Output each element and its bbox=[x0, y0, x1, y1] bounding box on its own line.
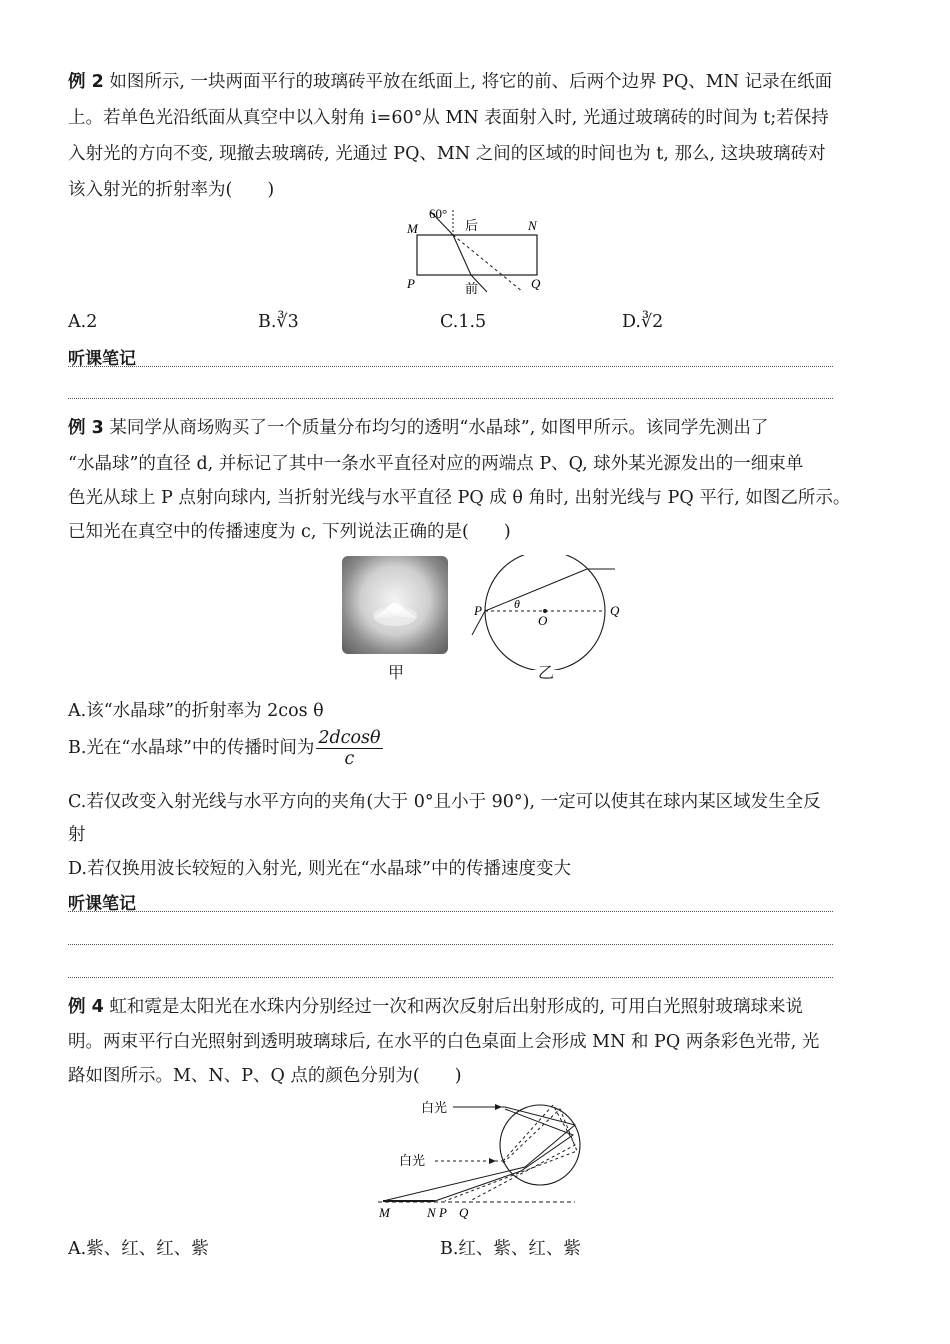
ex2-option-a[interactable]: A.2 bbox=[68, 312, 98, 332]
ex3-text1: 某同学从商场购买了一个质量分布均匀的透明“水晶球”, 如图甲所示。该同学先测出了 bbox=[109, 418, 769, 438]
arrow-2 bbox=[489, 1158, 496, 1164]
ex2-option-b[interactable]: B.∛3 bbox=[258, 312, 299, 332]
fig4-N: N bbox=[427, 1205, 436, 1220]
ex2-line2: 上。若单色光沿纸面从真空中以入射角 i=60°从 MN 表面射入时, 光通过玻璃砖的时间为 t;若保持 bbox=[68, 108, 829, 128]
ex4-figure bbox=[375, 1095, 590, 1225]
fig2-P: P bbox=[407, 276, 415, 291]
glass-ball bbox=[500, 1105, 580, 1185]
ex4-tag: 例 4 bbox=[68, 997, 104, 1017]
ex4-line3: 路如图所示。M、N、P、Q 点的颜色分别为( ) bbox=[68, 1066, 462, 1086]
ex2-text1: 如图所示, 一块两面平行的玻璃砖平放在纸面上, 将它的前、后两个边界 PQ、MN 记录在纸面 bbox=[109, 72, 833, 92]
ex3-line4: 已知光在真空中的传播速度为 c, 下列说法正确的是( ) bbox=[68, 522, 511, 542]
ex3-option-c-line1[interactable]: C.若仅改变入射光线与水平方向的夹角(大于 0°且小于 90°), 一定可以使其在球内某区域发生全反 bbox=[68, 792, 821, 812]
crystal-ball-photo bbox=[342, 556, 448, 654]
fig3-O: O bbox=[538, 613, 548, 628]
ex3-tag: 例 3 bbox=[68, 418, 104, 438]
arrow-1 bbox=[495, 1104, 502, 1110]
ex2-line1 bbox=[68, 68, 832, 93]
ex3-option-c-line2[interactable]: 射 bbox=[68, 825, 86, 845]
ex3-line2: “水晶球”的直径 d, 并标记了其中一条水平直径对应的两端点 P、Q, 球外某光源发出的一细束单 bbox=[68, 454, 804, 474]
ex3-fraction bbox=[316, 728, 382, 769]
fig4-P: P bbox=[439, 1205, 447, 1220]
fig3-theta: θ bbox=[514, 597, 520, 611]
notes-title-1: 听课笔记 bbox=[68, 349, 136, 369]
fig4-white1: 白光 bbox=[421, 1100, 448, 1115]
note-line[interactable] bbox=[68, 977, 833, 978]
note-line[interactable] bbox=[68, 366, 833, 367]
ex3-option-d[interactable]: D.若仅换用波长较短的入射光, 则光在“水晶球”中的传播速度变大 bbox=[68, 859, 571, 879]
secondary-ray-dashed bbox=[470, 1105, 575, 1201]
note-line[interactable] bbox=[68, 398, 833, 399]
fraction-denominator: c bbox=[344, 749, 355, 769]
notes-title-2: 听课笔记 bbox=[68, 894, 136, 914]
fig2-back: 后 bbox=[465, 218, 479, 233]
ex3-figure bbox=[470, 555, 620, 670]
note-line[interactable] bbox=[68, 944, 833, 945]
fraction-numerator: 2dcosθ bbox=[318, 728, 381, 748]
ex4-line1 bbox=[68, 993, 803, 1018]
ex4-option-a[interactable]: A.紫、红、红、紫 bbox=[68, 1239, 209, 1259]
ex2-tag: 例 2 bbox=[68, 72, 104, 92]
ex4-text1: 虹和霓是太阳光在水珠内分别经过一次和两次反射后出射形成的, 可用白光照射玻璃球来说 bbox=[109, 997, 803, 1017]
fig2-angle: 60° bbox=[429, 206, 448, 221]
fig3-Q: Q bbox=[610, 603, 620, 618]
ex3-line3: 色光从球上 P 点射向球内, 当折射光线与水平直径 PQ 成 θ 角时, 出射光线与 PQ 平行, 如图乙所示。 bbox=[68, 488, 851, 508]
dashed-ray bbox=[453, 235, 523, 292]
fig4-M: M bbox=[379, 1205, 390, 1220]
fig2-Q: Q bbox=[531, 276, 541, 291]
ex4-line2: 明。两束平行白光照射到透明玻璃球后, 在水平的白色桌面上会形成 MN 和 PQ 两条彩色光带, 光 bbox=[68, 1032, 820, 1052]
ex3-option-b[interactable] bbox=[68, 728, 383, 769]
fig-label-yi: 乙 bbox=[538, 663, 555, 682]
internal-ray bbox=[485, 569, 587, 611]
ex2-option-c[interactable]: C.1.5 bbox=[440, 312, 487, 332]
ex3-option-b-text: B.光在“水晶球”中的传播时间为 bbox=[68, 738, 315, 758]
fig2-front: 前 bbox=[465, 281, 479, 296]
fig4-white2: 白光 bbox=[399, 1153, 426, 1168]
secondary-ray-dashed-2 bbox=[445, 1109, 577, 1201]
refracted-ray bbox=[453, 235, 471, 275]
ex2-line3: 入射光的方向不变, 现撤去玻璃砖, 光通过 PQ、MN 之间的区域的时间也为 t, 那么, 这块玻璃砖对 bbox=[68, 144, 826, 164]
fig2-N: N bbox=[528, 218, 537, 233]
ex3-line1 bbox=[68, 414, 768, 439]
note-line[interactable] bbox=[68, 911, 833, 912]
ex3-option-a[interactable]: A.该“水晶球”的折射率为 2cos θ bbox=[68, 701, 324, 721]
ex4-option-b[interactable]: B.红、紫、红、紫 bbox=[440, 1239, 581, 1259]
fig-label-jia: 甲 bbox=[388, 663, 405, 682]
ex2-figure bbox=[395, 200, 565, 300]
ex2-option-d[interactable]: D.∛2 bbox=[622, 312, 664, 332]
fig3-P: P bbox=[474, 603, 482, 618]
fig4-Q: Q bbox=[459, 1205, 469, 1220]
fig2-M: M bbox=[407, 221, 418, 236]
rainbow-ray-solid-2 bbox=[435, 1109, 573, 1201]
ex2-line4: 该入射光的折射率为( ) bbox=[68, 180, 275, 200]
